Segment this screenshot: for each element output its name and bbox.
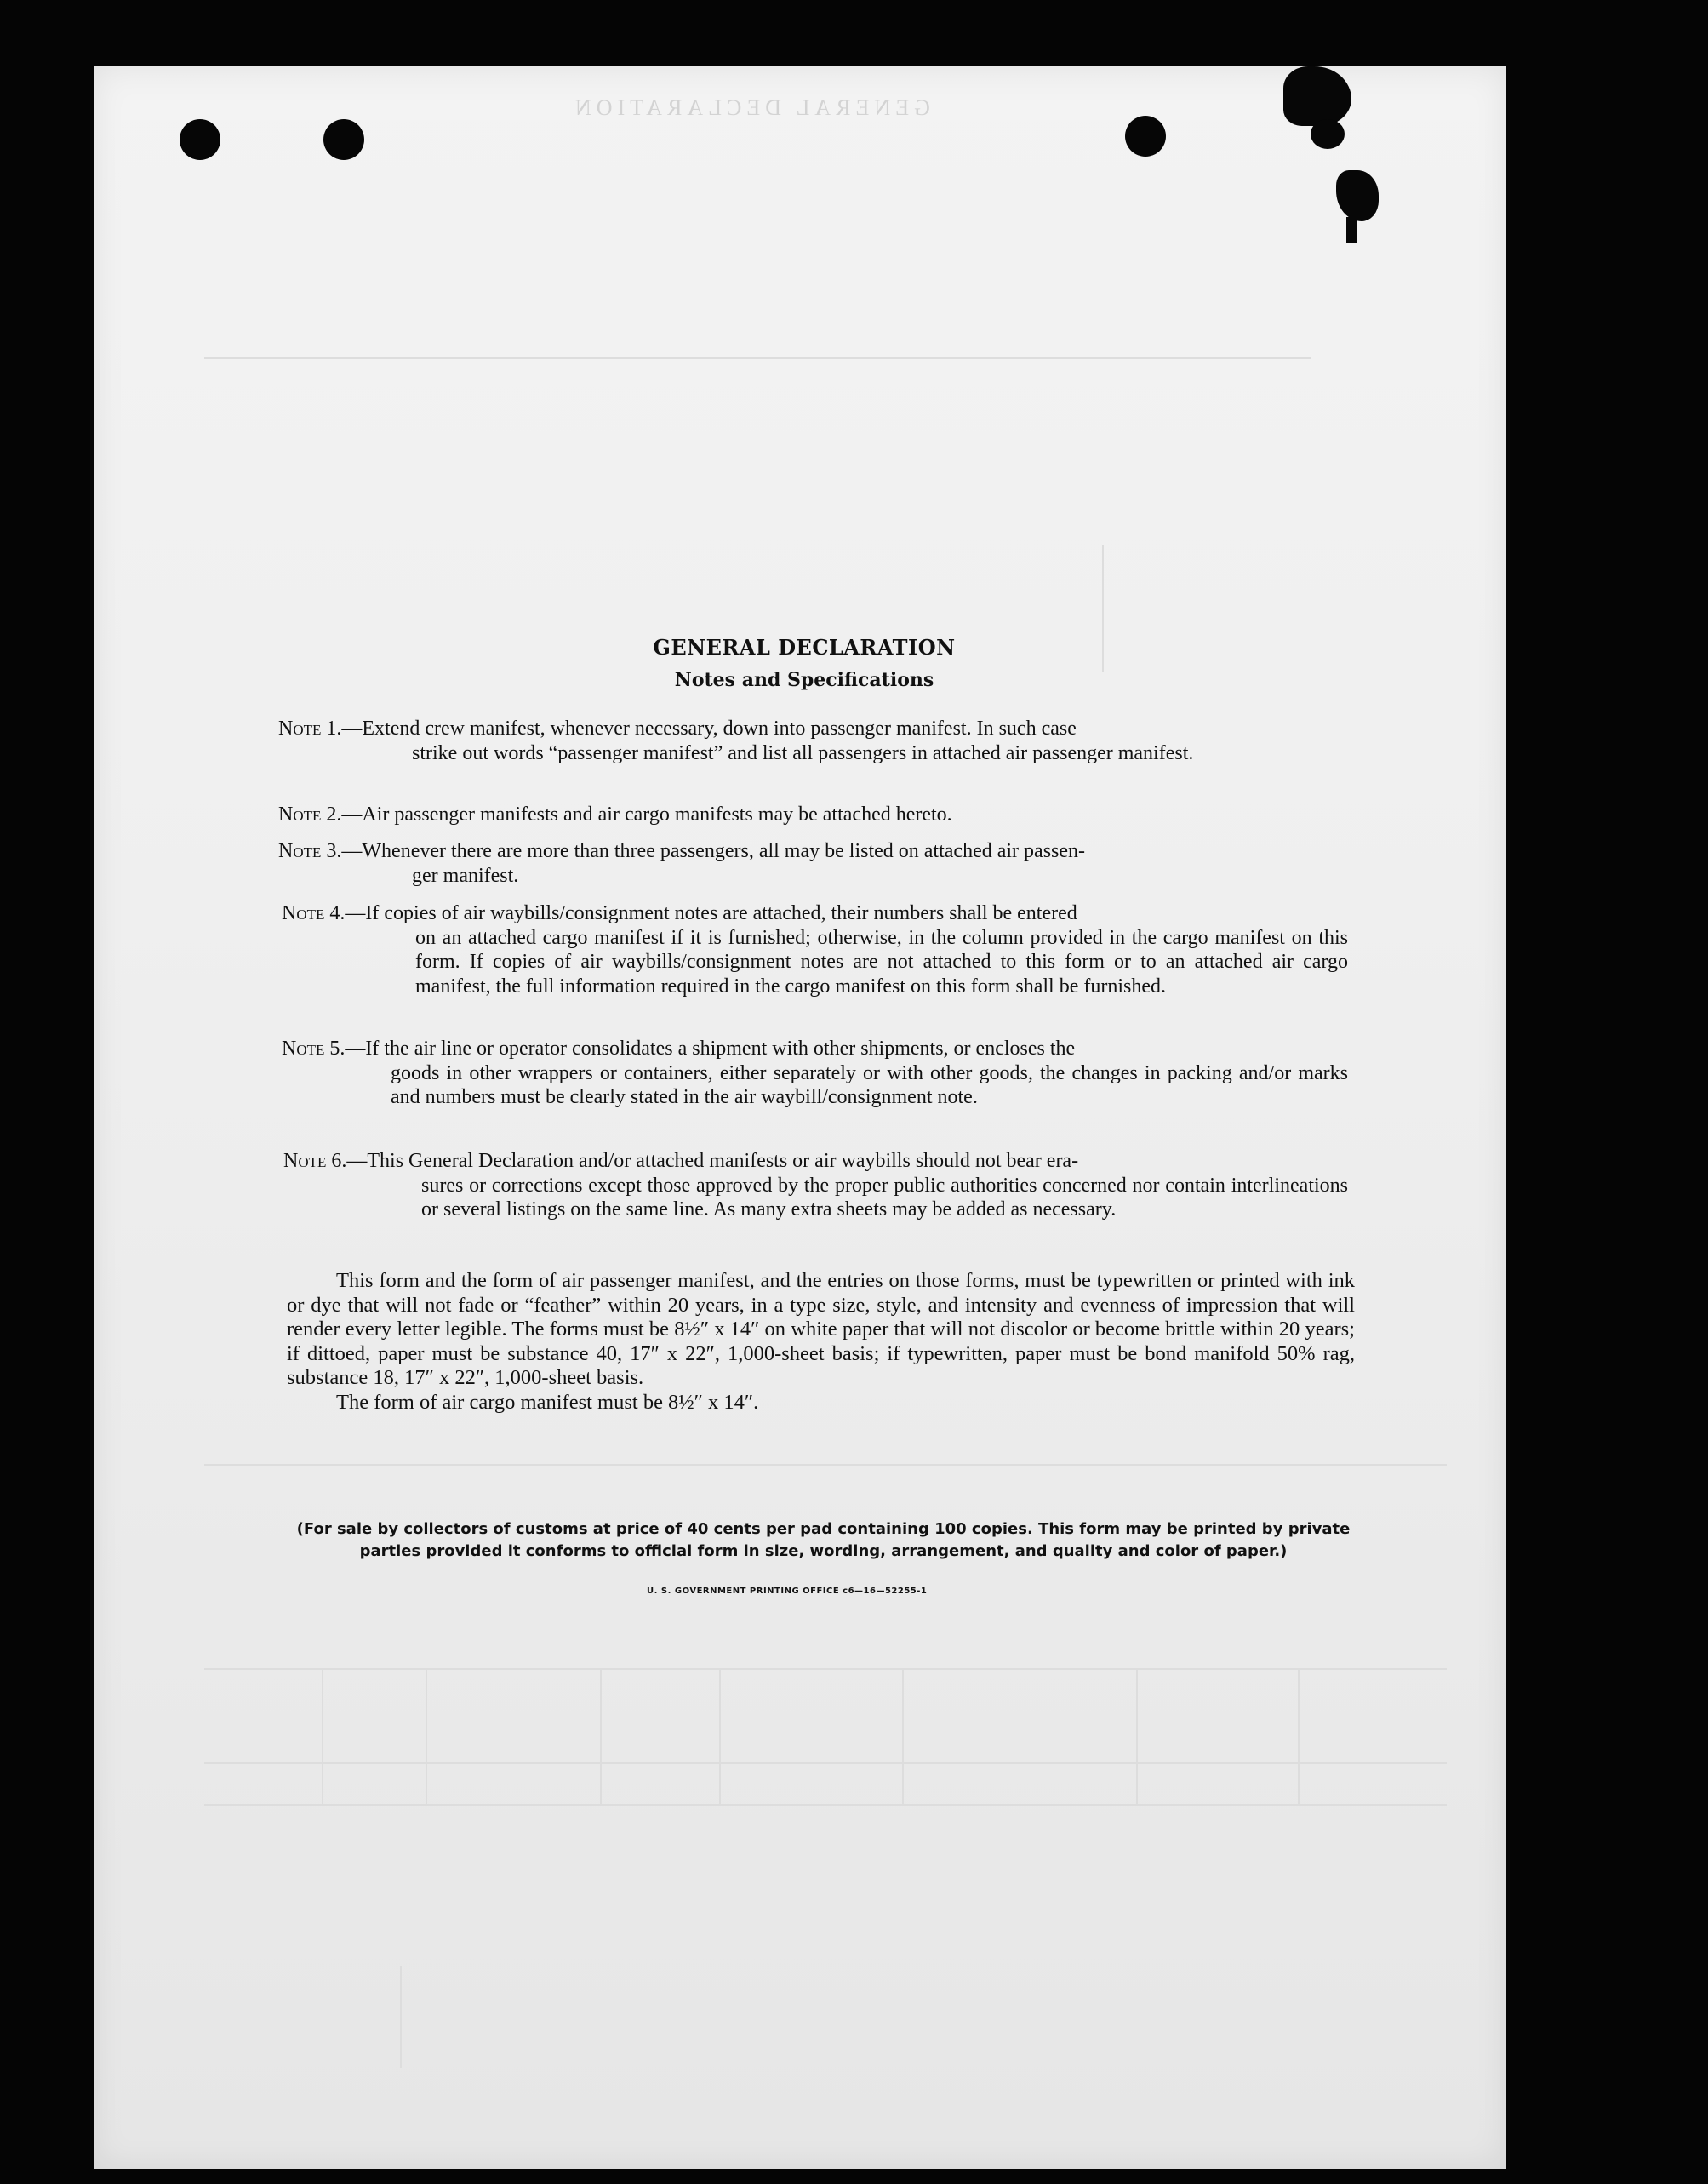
page-title: GENERAL DECLARATION [653,635,956,660]
note-text: goods in other wrappers or containers, either separately or with other goods, the changes in packing and/or marks and numbers must be clearly stated in the air waybill/consignment note. [391,1061,1348,1108]
note-label: Note 3. [278,840,342,862]
note-text: ger manifest. [412,864,519,887]
show-through-rule [204,1762,1447,1764]
show-through-rule [902,1668,904,1804]
note-text: —Extend crew manifest, whenever necessary, down into passenger manifest. In such case [341,718,1077,740]
show-through-rule [600,1668,602,1804]
paper-specification-paragraph [287,1269,1355,1415]
show-through-rule [400,1966,402,2068]
note-label: Note 2. [278,803,342,826]
punch-hole-center-left [323,119,364,160]
note-label: Note 6. [283,1150,347,1172]
note-3 [278,839,1348,888]
note-text: sures or corrections except those approved by the proper public authorities concerned nor contain interlineations or several listings on the same line. As many extra sheets may be added as necessary. [421,1174,1348,1221]
note-label: Note 1. [278,718,342,740]
note-2 [278,803,1348,827]
ink-damage-right-tail [1346,217,1357,243]
show-through-rule [204,1668,1447,1670]
paragraph-last-line: The form of air cargo manifest must be 8½″ x 14″. [336,1390,759,1414]
show-through-rule [1136,1668,1138,1804]
note-text: —Whenever there are more than three passengers, all may be listed on attached air passen- [341,840,1086,862]
note-label: Note 4. [282,902,346,924]
note-1 [278,717,1348,765]
printer-line: U. S. GOVERNMENT PRINTING OFFICE c6—16—52255-1 [647,1587,928,1596]
note-label: Note 5. [282,1038,346,1060]
ink-damage-top-right-2 [1311,119,1345,149]
show-through-rule [204,1804,1447,1806]
note-text: —This General Declaration and/or attached manifests or air waybills should not bear era- [346,1150,1079,1172]
paragraph-body: This form and the form of air passenger manifest, and the entries on those forms, must be typewritten or printed with ink or dye that will not fade or “feather” within 20 years, in a type size, style, and intensity and evenness of impression that will render every letter legible. The forms must be 8½″ x 14″ on white paper that will not discolor or become brittle within 20 years; if dittoed, paper must be substance 40, 17″ x 22″, 1,000-sheet basis; if typewritten, paper must be bond manifold 50% rag, substance 18, 17″ x 22″, 1,000-sheet basis. [287,1269,1355,1389]
note-text: —If the air line or operator consolidates a shipment with other shipments, or encloses the [345,1038,1076,1060]
show-through-rule [1298,1668,1300,1804]
punch-hole-right [1125,116,1166,157]
note-5 [282,1037,1348,1110]
document-page [94,66,1506,2169]
show-through-rule [719,1668,721,1804]
note-text: —Air passenger manifests and air cargo manifests may be attached hereto. [341,803,952,826]
show-through-rule [426,1668,427,1804]
show-through-rule [204,1464,1447,1466]
note-text: on an attached cargo manifest if it is furnished; otherwise, in the column provided in the cargo manifest on this form. If copies of air waybills/consignment notes are not attached to this form or to an attached air cargo manifest, the full information required in the cargo manifest on this form shall be furnished. [415,926,1348,998]
note-4 [282,901,1348,998]
page-subtitle: Notes and Specifications [674,669,934,691]
punch-hole-left [180,119,220,160]
note-text: —If copies of air waybills/consignment notes are attached, their numbers shall be entered [345,902,1077,924]
note-text: strike out words “passenger manifest” and list all passengers in attached air passenger manifest. [412,741,1194,764]
show-through-text: GENERAL DECLARATION [570,95,930,120]
sale-notice: (For sale by collectors of customs at price of 40 cents per pad containing 100 copies. This form may be printed by private parties provided it conforms to official form in size, wording, arrangement, and quality and color of paper.) [296,1520,1351,1560]
note-6 [283,1149,1348,1222]
show-through-rule [322,1668,323,1804]
show-through-rule [204,357,1311,359]
